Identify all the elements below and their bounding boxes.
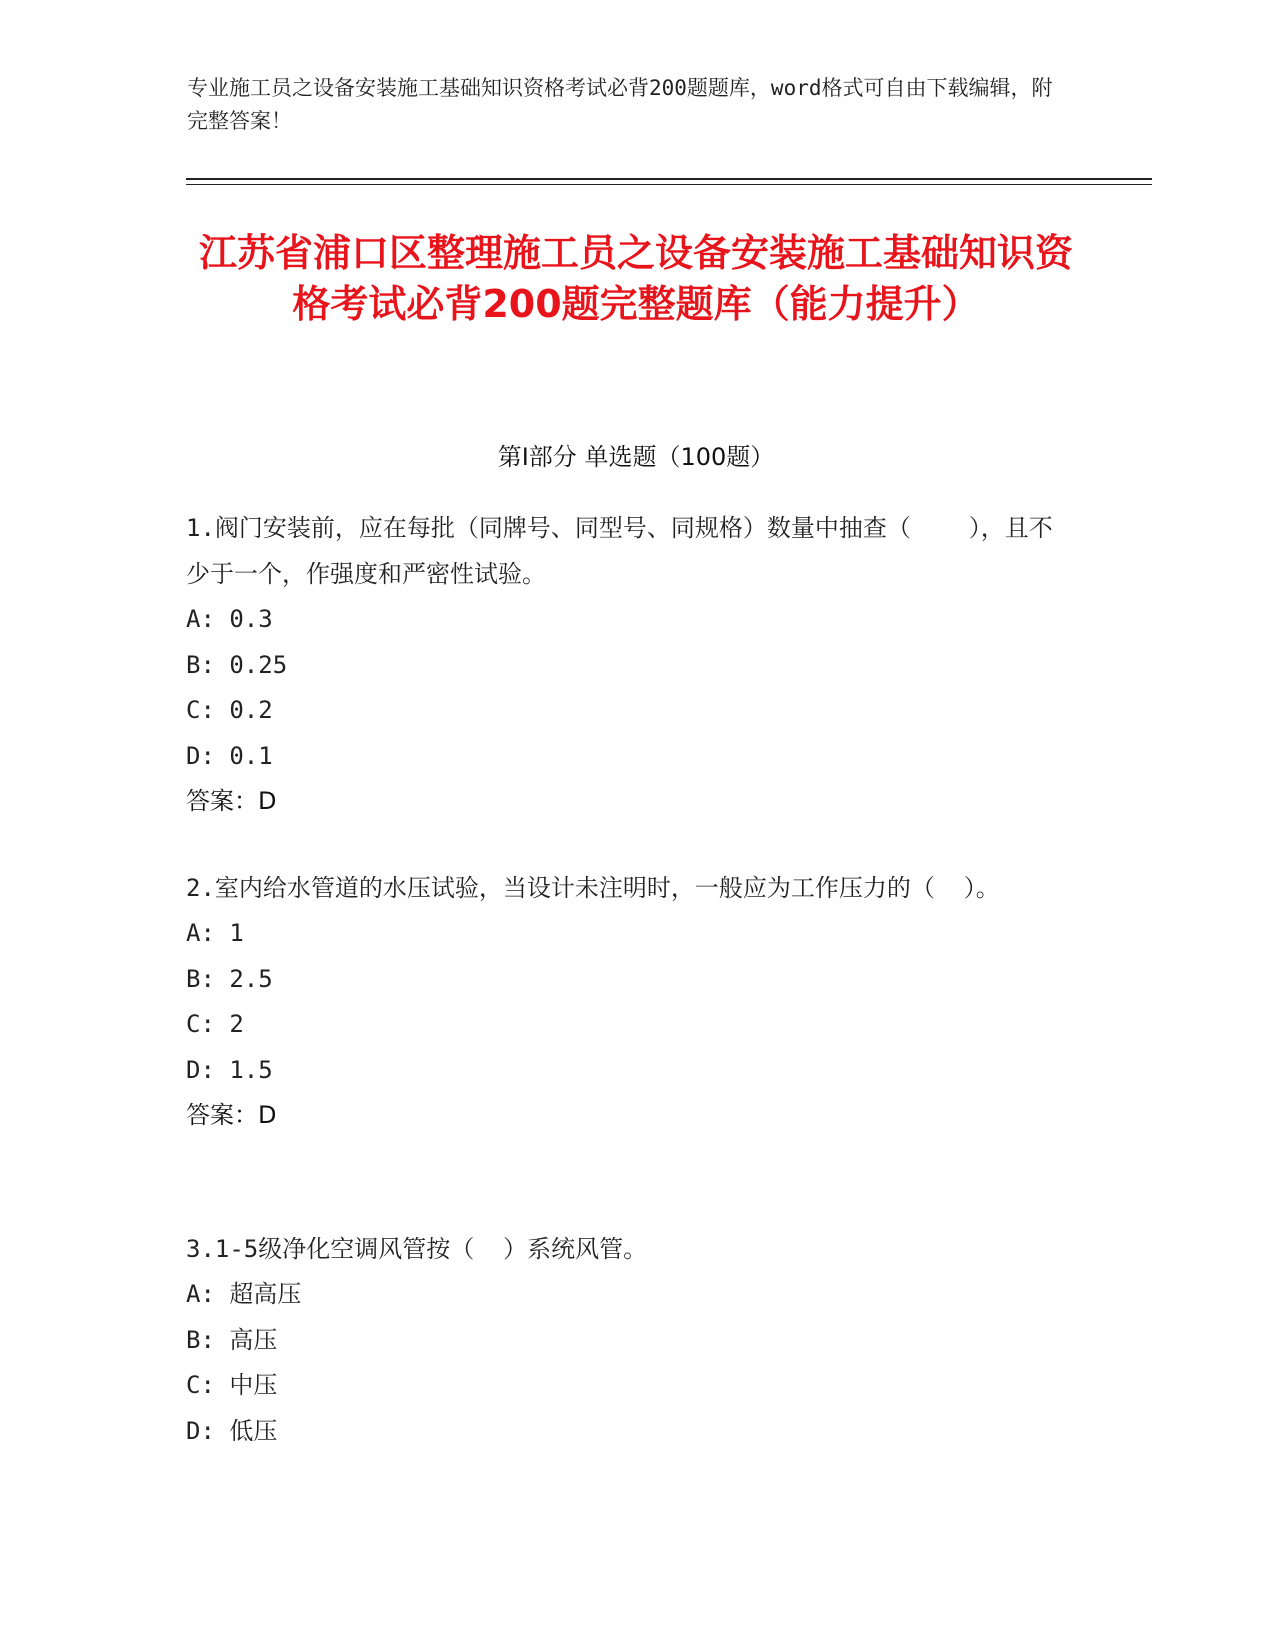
answer: 答案：D [186, 1101, 277, 1129]
option-b: B: 2.5 [186, 964, 273, 993]
section-title: 第Ⅰ部分 单选题（100题） [497, 443, 775, 471]
option-d: D: 1.5 [186, 1055, 273, 1084]
answer: 答案：D [186, 787, 277, 815]
header-divider-thin [186, 184, 1152, 185]
option-c: C: 2 [186, 1010, 244, 1038]
option-c: C: 中压 [186, 1371, 278, 1399]
option-d: D: 低压 [186, 1416, 278, 1445]
option-d: D: 0.1 [186, 741, 273, 770]
header-divider-thick [186, 178, 1152, 180]
question-2 [186, 865, 1066, 1139]
question-text: 2.室内给水管道的水压试验，当设计未注明时，一般应为工作压力的（ ）。 [186, 874, 1000, 902]
question-1 [186, 505, 1066, 825]
option-c: C: 0.2 [186, 696, 273, 724]
option-a: A: 0.3 [186, 605, 273, 633]
option-a: A: 1 [186, 919, 244, 947]
question-3 [186, 1226, 1066, 1454]
header-note: 专业施工员之设备安装施工基础知识资格考试必背200题题库，word格式可自由下载编辑，附完整答案！ [187, 76, 1053, 133]
document-title: 江苏省浦口区整理施工员之设备安装施工基础知识资格考试必背200题完整题库（能力提升） [198, 231, 1073, 326]
question-text: 1.阀门安装前，应在每批（同牌号、同型号、同规格）数量中抽查（ ），且不少于一个，作强度和严密性试验。 [186, 514, 1053, 588]
option-b: B: 高压 [186, 1325, 278, 1354]
option-b: B: 0.25 [186, 650, 288, 679]
option-a: A: 超高压 [186, 1280, 302, 1308]
question-text: 3.1-5级净化空调风管按（ ）系统风管。 [186, 1235, 648, 1263]
